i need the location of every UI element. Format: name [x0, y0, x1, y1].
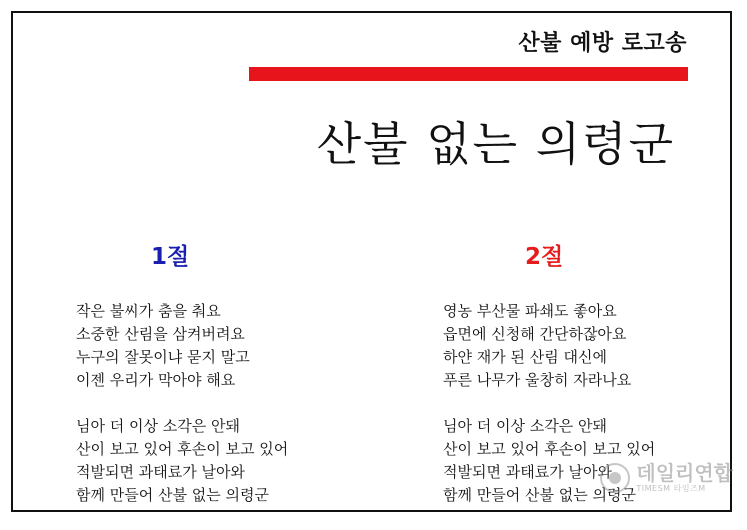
watermark — [600, 462, 733, 494]
watermark-text — [636, 462, 733, 494]
lyric-line: 누구의 잘못이냐 묻지 말고 — [76, 348, 250, 366]
verse-2-heading: 2절 — [525, 244, 564, 270]
chorus-line: 함께 만들어 산불 없는 의령군 — [76, 486, 269, 504]
lyric-line: 영농 부산물 파쇄도 좋아요 — [443, 302, 617, 320]
watermark-name: 데일리연합 — [636, 461, 733, 485]
verse-1-stanza — [76, 300, 288, 392]
verse-2-stanza — [443, 300, 655, 392]
chorus-line: 적발되면 과태료가 날아와 — [443, 463, 612, 481]
lyric-line: 푸른 나무가 울창히 자라나요 — [443, 371, 632, 389]
verse-1-lyrics — [76, 300, 288, 530]
verse-2-lyrics — [443, 300, 655, 530]
chorus-line: 적발되면 과태료가 날아와 — [76, 463, 245, 481]
lyric-line: 소중한 산림을 삼켜버려요 — [76, 325, 245, 343]
lyric-line: 읍면에 신청해 간단하잖아요 — [443, 325, 627, 343]
watermark-sub: TIMESM 타임즈M — [636, 484, 706, 493]
header-title: 산불 예방 로고송 — [518, 31, 687, 56]
lyric-line: 작은 불씨가 춤을 춰요 — [76, 302, 221, 320]
lyric-line: 이젠 우리가 막아야 해요 — [76, 371, 236, 389]
chorus-line: 함께 만들어 산불 없는 의령군 — [443, 486, 636, 504]
chorus-line: 님아 더 이상 소각은 안돼 — [443, 417, 607, 435]
accent-bar — [249, 67, 688, 81]
main-title: 산불 없는 의령군 — [316, 117, 675, 171]
chorus-line: 산이 보고 있어 후손이 보고 있어 — [76, 440, 289, 458]
chorus-line: 님아 더 이상 소각은 안돼 — [76, 417, 240, 435]
chorus-stanza — [76, 415, 288, 507]
watermark-logo-icon — [600, 463, 630, 493]
lyric-line: 하얀 재가 된 산림 대신에 — [443, 348, 607, 366]
chorus-line: 산이 보고 있어 후손이 보고 있어 — [443, 440, 656, 458]
verse-1-heading: 1절 — [151, 244, 190, 270]
